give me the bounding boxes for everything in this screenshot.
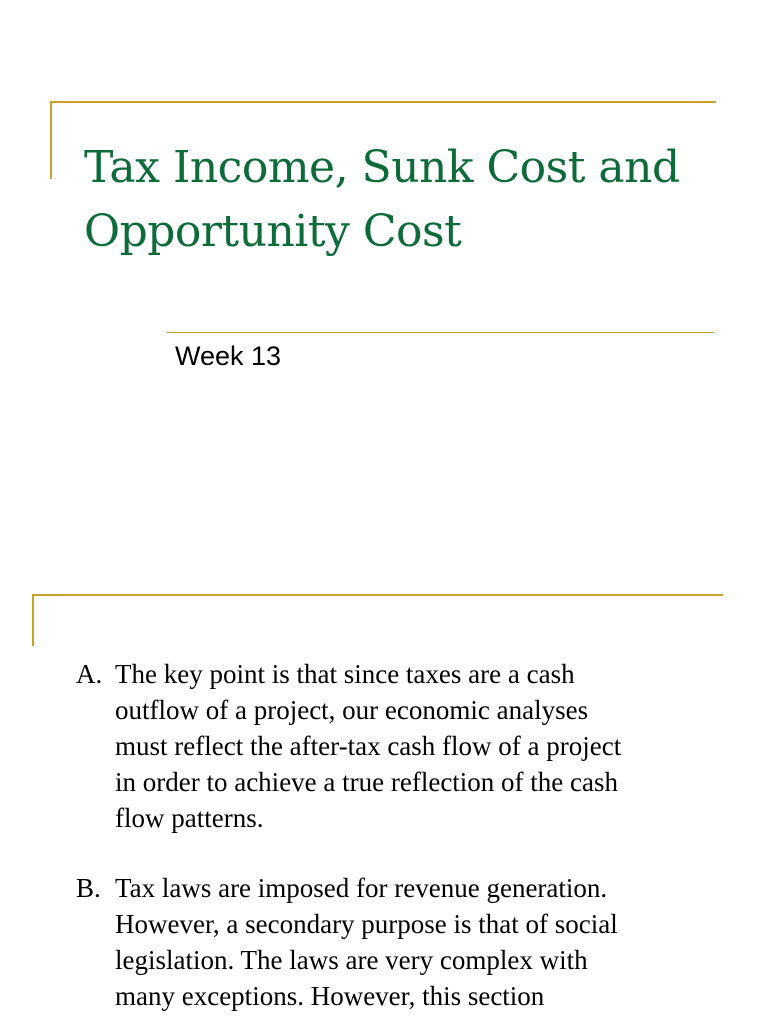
content-frame-top-rule [32,594,723,596]
slide-title-line-2: Opportunity Cost [84,206,462,257]
point-text-line: in order to achieve a true reflection of the cash [115,767,619,797]
point-marker: A. [76,659,103,689]
title-frame-left-rule [50,101,52,179]
point-marker: B. [76,873,101,903]
point-text-line: outflow of a project, our economic analyses [115,695,589,725]
point-text-line: However, a secondary purpose is that of social [115,909,618,939]
slide-subtitle: Week 13 [175,341,282,371]
point-text-line: legislation. The laws are very complex with [115,945,588,975]
point-text-line: The key point is that since taxes are a cash [115,659,575,689]
point-a [76,656,716,836]
point-text-line: Tax laws are imposed for revenue generation. [115,873,608,903]
point-text-line: must reflect the after-tax cash flow of a project [115,731,622,761]
point-list [76,656,716,1024]
subtitle-rule [167,332,714,333]
title-frame-top-rule [50,101,716,103]
content-frame-left-rule [32,594,34,646]
content-slide [0,560,768,1024]
slide-title [84,136,724,264]
point-text-line: many exceptions. However, this section [115,981,545,1011]
point-text-line: flow patterns. [115,803,264,833]
slide-title-line-1: Tax Income, Sunk Cost and [84,142,680,193]
point-b [76,870,716,1014]
